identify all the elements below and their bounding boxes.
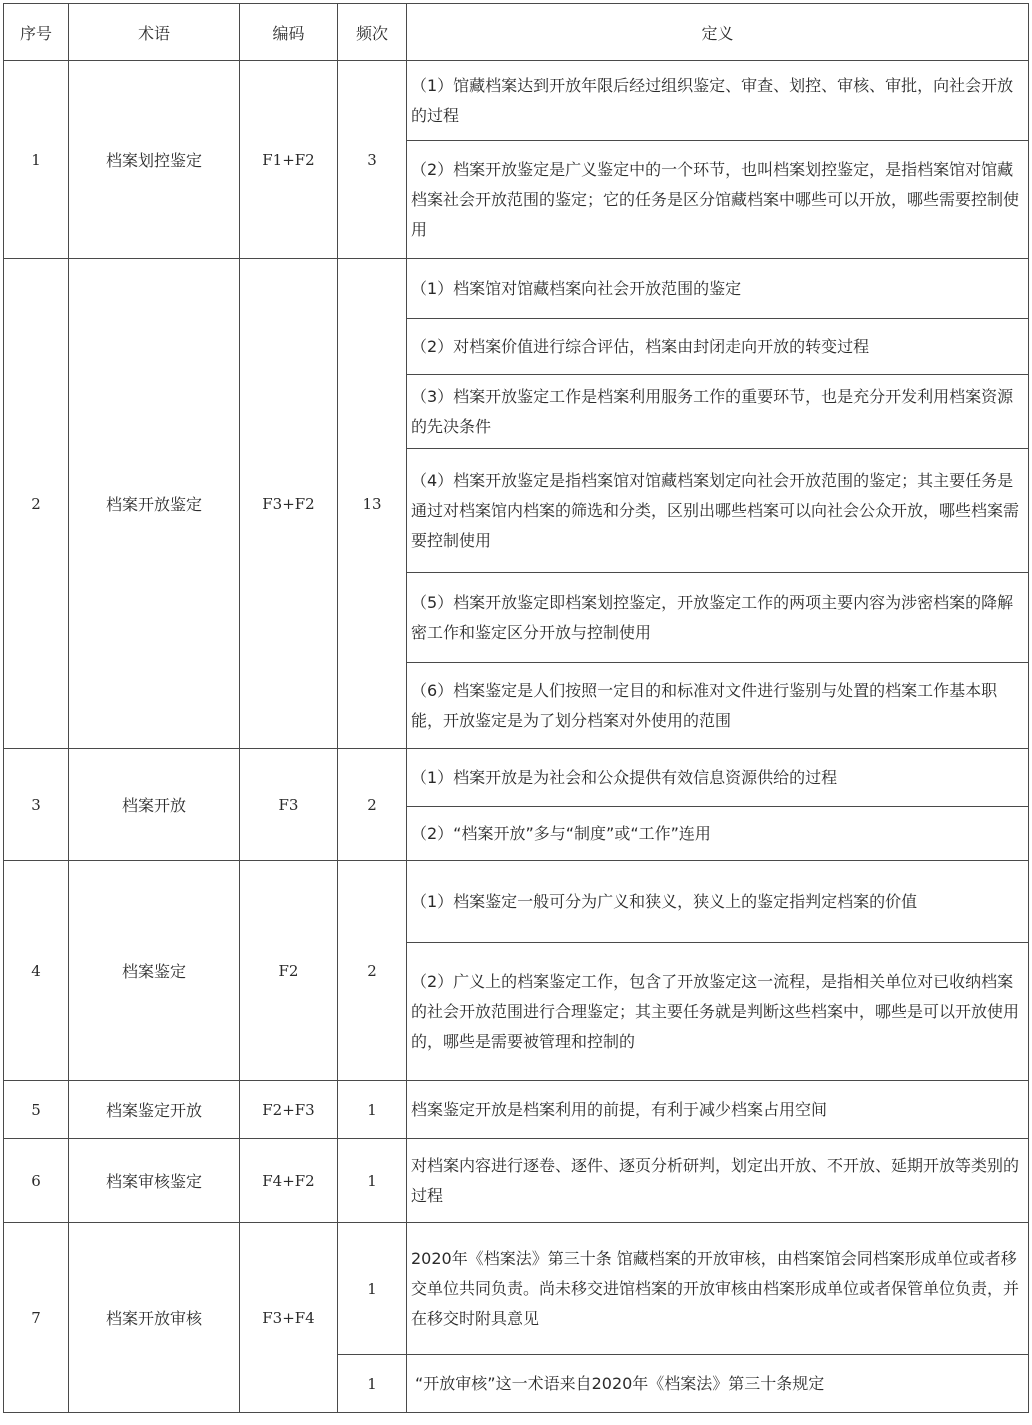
- row-freq: 1: [338, 1081, 407, 1139]
- row-term: 档案鉴定开放: [69, 1081, 240, 1139]
- row-freq: 1: [338, 1139, 407, 1223]
- row-code: F3: [240, 749, 338, 861]
- row-term: 档案开放鉴定: [69, 259, 240, 749]
- row-definition: （2）“档案开放”多与“制度”或“工作”连用: [407, 807, 1029, 861]
- header-index: 序号: [4, 4, 69, 61]
- row-index: 3: [4, 749, 69, 861]
- row-term: 档案鉴定: [69, 861, 240, 1081]
- header-term: 术语: [69, 4, 240, 61]
- header-freq: 频次: [338, 4, 407, 61]
- row-code: F3+F2: [240, 259, 338, 749]
- row-freq: 1: [338, 1355, 407, 1413]
- row-definition: “开放审核”这一术语来自2020年《档案法》第三十条规定: [407, 1355, 1029, 1413]
- row-index: 1: [4, 61, 69, 259]
- row-definition: 对档案内容进行逐卷、逐件、逐页分析研判，划定出开放、不开放、延期开放等类别的过程: [407, 1139, 1029, 1223]
- row-definition: （4）档案开放鉴定是指档案馆对馆藏档案划定向社会开放范围的鉴定；其主要任务是通过对档案馆内档案的筛选和分类，区别出哪些档案可以向社会公众开放，哪些档案需要控制使用: [407, 449, 1029, 573]
- row-term: 档案划控鉴定: [69, 61, 240, 259]
- header-code: 编码: [240, 4, 338, 61]
- row-term: 档案开放审核: [69, 1223, 240, 1413]
- row-definition: （2）广义上的档案鉴定工作，包含了开放鉴定这一流程，是指相关单位对已收纳档案的社会开放范围进行合理鉴定；其主要任务就是判断这些档案中，哪些是可以开放使用的，哪些是需要被管理和控制的: [407, 943, 1029, 1081]
- row-term: 档案审核鉴定: [69, 1139, 240, 1223]
- row-index: 5: [4, 1081, 69, 1139]
- row-definition: （1）馆藏档案达到开放年限后经过组织鉴定、审查、划控、审核、审批，向社会开放的过程: [407, 61, 1029, 141]
- row-freq: 2: [338, 749, 407, 861]
- row-index: 6: [4, 1139, 69, 1223]
- row-definition: （1）档案鉴定一般可分为广义和狭义，狭义上的鉴定指判定档案的价值: [407, 861, 1029, 943]
- row-definition: （1）档案馆对馆藏档案向社会开放范围的鉴定: [407, 259, 1029, 319]
- row-definition: （1）档案开放是为社会和公众提供有效信息资源供给的过程: [407, 749, 1029, 807]
- row-definition: （5）档案开放鉴定即档案划控鉴定，开放鉴定工作的两项主要内容为涉密档案的降解密工作和鉴定区分开放与控制使用: [407, 573, 1029, 663]
- table-row: [4, 1223, 1029, 1355]
- row-definition: （3）档案开放鉴定工作是档案利用服务工作的重要环节，也是充分开发利用档案资源的先决条件: [407, 375, 1029, 449]
- row-code: F3+F4: [240, 1223, 338, 1413]
- header-row: [4, 4, 1029, 61]
- row-code: F4+F2: [240, 1139, 338, 1223]
- row-definition: 档案鉴定开放是档案利用的前提，有利于减少档案占用空间: [407, 1081, 1029, 1139]
- row-definition: （6）档案鉴定是人们按照一定目的和标准对文件进行鉴别与处置的档案工作基本职能，开放鉴定是为了划分档案对外使用的范围: [407, 663, 1029, 749]
- table-row: [4, 749, 1029, 807]
- row-definition: （2）对档案价值进行综合评估，档案由封闭走向开放的转变过程: [407, 319, 1029, 375]
- table-row: [4, 1081, 1029, 1139]
- row-freq: 13: [338, 259, 407, 749]
- terms-table: [3, 3, 1029, 1413]
- row-code: F1+F2: [240, 61, 338, 259]
- row-term: 档案开放: [69, 749, 240, 861]
- row-definition: 2020年《档案法》第三十条 馆藏档案的开放审核，由档案馆会同档案形成单位或者移交单位共同负责。尚未移交进馆档案的开放审核由档案形成单位或者保管单位负责，并在移交时附具意见: [407, 1223, 1029, 1355]
- row-index: 4: [4, 861, 69, 1081]
- row-definition: （2）档案开放鉴定是广义鉴定中的一个环节，也叫档案划控鉴定，是指档案馆对馆藏档案社会开放范围的鉴定；它的任务是区分馆藏档案中哪些可以开放，哪些需要控制使用: [407, 141, 1029, 259]
- table-row: [4, 61, 1029, 141]
- row-freq: 1: [338, 1223, 407, 1355]
- table-row: [4, 1139, 1029, 1223]
- row-freq: 3: [338, 61, 407, 259]
- row-code: F2: [240, 861, 338, 1081]
- row-index: 7: [4, 1223, 69, 1413]
- row-index: 2: [4, 259, 69, 749]
- row-freq: 2: [338, 861, 407, 1081]
- table-row: [4, 861, 1029, 943]
- table-container: [3, 3, 1028, 1422]
- table-row: [4, 259, 1029, 319]
- row-code: F2+F3: [240, 1081, 338, 1139]
- header-definition: 定义: [407, 4, 1029, 61]
